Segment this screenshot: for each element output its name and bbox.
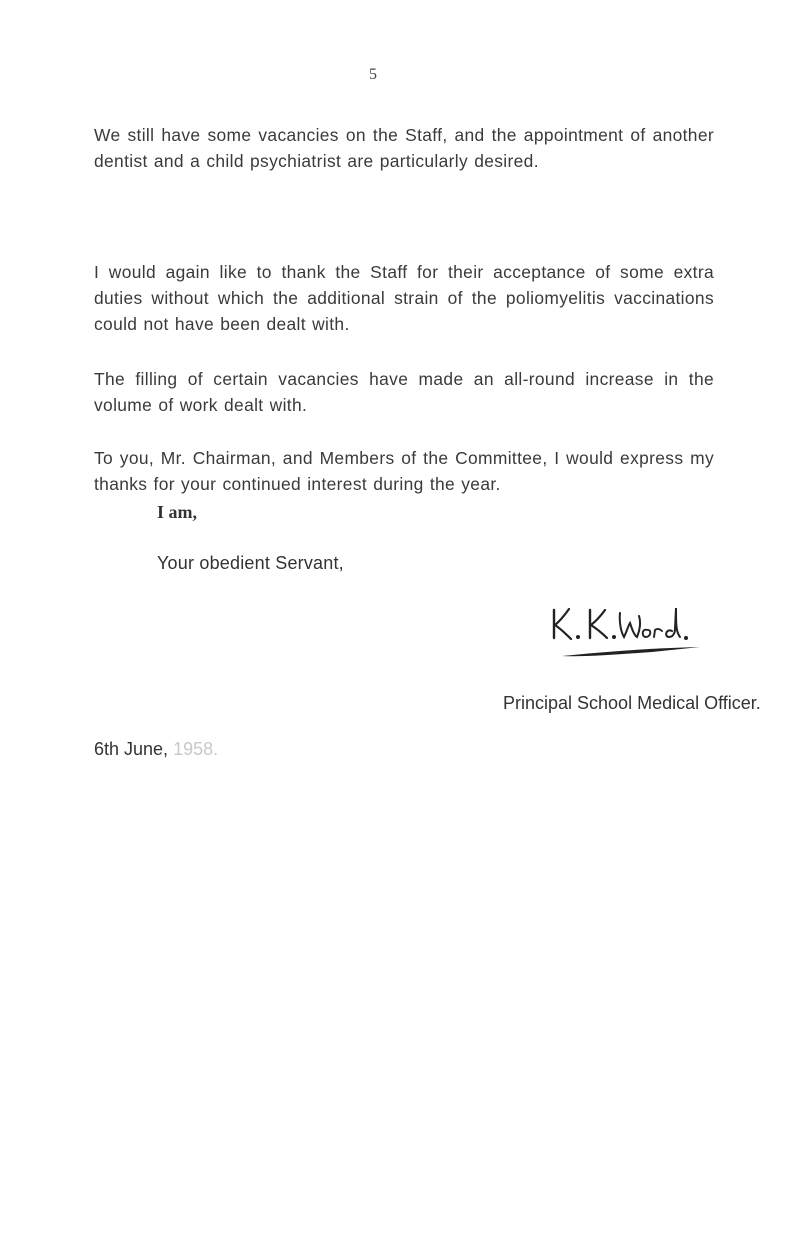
closing-salutation: I am,: [157, 502, 197, 522]
date-day-month: 6th June,: [94, 739, 169, 759]
sign-off: Your obedient Servant,: [157, 553, 344, 573]
paragraph-vacancies: We still have some vacancies on the Staff, and the appointment of another dentist and a child psychiatrist are particularly desired.: [94, 125, 714, 171]
paragraph-work-increase: The filling of certain vacancies have made an all-round increase in the volume of work dealt with.: [94, 369, 714, 415]
paragraph-thanks-staff: I would again like to thank the Staff for their acceptance of some extra duties without which the additional strain of the poliomyelitis vaccinations could not have been dealt with.: [94, 262, 714, 334]
signatory-title: Principal School Medical Officer.: [503, 693, 761, 713]
page-number: 5: [369, 66, 377, 83]
date-year: 1958.: [173, 739, 219, 759]
handwritten-signature: [552, 604, 702, 664]
paragraph-thanks-committee: To you, Mr. Chairman, and Members of the Committee, I would express my thanks for your continued interest during the year.: [94, 448, 714, 494]
letter-date: [94, 739, 218, 760]
